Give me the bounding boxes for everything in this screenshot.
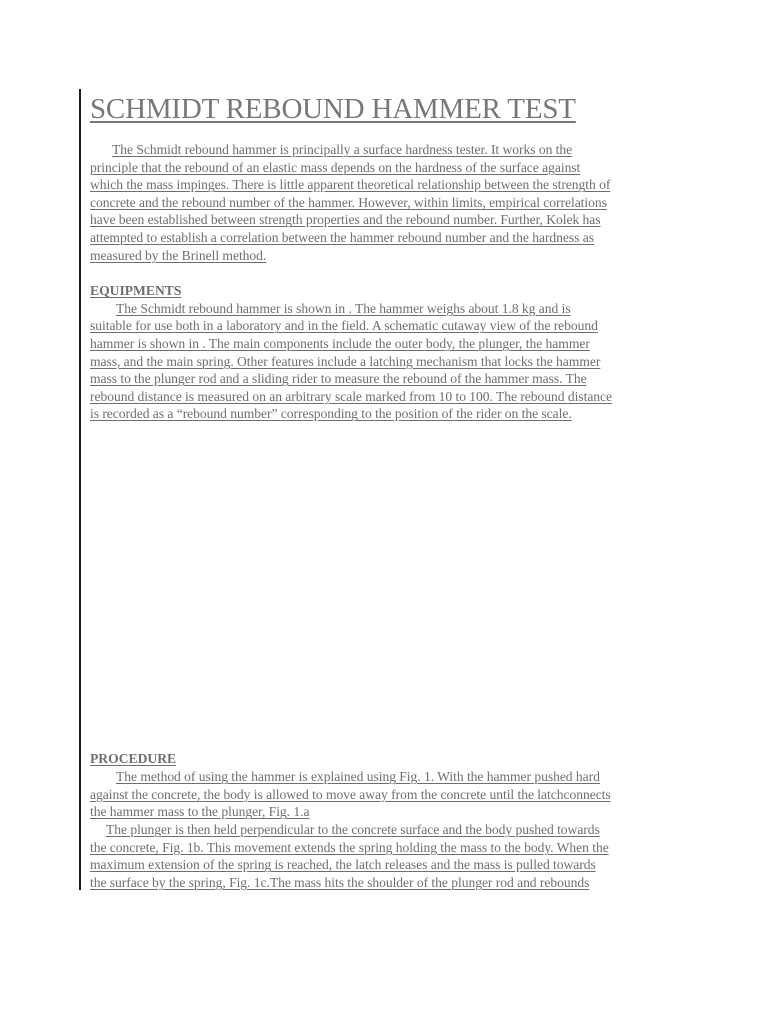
equipments-line: suitable for use both in a laboratory and in the field. A schematic cutaway view of the rebound [90, 318, 598, 334]
margin-rule [79, 89, 81, 890]
intro-line: concrete and the rebound number of the hammer. However, within limits, empirical correlations [90, 194, 607, 210]
intro-line: measured by the Brinell method. [90, 247, 267, 263]
intro-paragraph [90, 141, 680, 264]
procedure-line: The plunger is then held perpendicular to the concrete surface and the body pushed towards [106, 822, 600, 837]
procedure-line: maximum extension of the spring is reached, the latch releases and the mass is pulled towards [90, 857, 596, 873]
procedure-line: the concrete, Fig. 1b. This movement extends the spring holding the mass to the body. When the [90, 839, 609, 855]
procedure-line: the hammer mass to the plunger, Fig. 1.a [90, 804, 310, 820]
page-title: SCHMIDT REBOUND HAMMER TEST [90, 93, 576, 125]
equipments-line: is recorded as a “rebound number” corresponding to the position of the rider on the scale. [90, 406, 572, 422]
intro-line: The Schmidt rebound hammer is principally a surface hardness tester. It works on the [112, 142, 573, 157]
equipments-line: The Schmidt rebound hammer is shown in . The hammer weighs about 1.8 kg and is [116, 300, 571, 316]
procedure-heading: PROCEDURE [90, 751, 177, 766]
intro-line: attempted to establish a correlation between the hammer rebound number and the hardness as [90, 229, 594, 245]
intro-line: principle that the rebound of an elastic mass depends on the hardness of the surface against [90, 159, 581, 175]
equipments-line: mass to the plunger rod and a sliding rider to measure the rebound of the hammer mass. The [90, 371, 587, 387]
equipments-heading: EQUIPMENTS [90, 283, 182, 299]
procedure-line: The method of using the hammer is explained using Fig. 1. With the hammer pushed hard [116, 769, 600, 784]
intro-line: which the mass impinges. There is little apparent theoretical relationship between the strength of [90, 177, 611, 193]
equipments-line: hammer is shown in . The main components include the outer body, the plunger, the hammer [90, 335, 590, 351]
intro-line: have been established between strength properties and the rebound number. Further, Kolek has [90, 212, 601, 228]
procedure-line: the surface by the spring, Fig. 1c.The mass hits the shoulder of the plunger rod and rebounds [90, 874, 590, 890]
procedure-line: against the concrete, the body is allowed to move away from the concrete until the latchconnects [90, 786, 611, 802]
document-body [90, 92, 680, 890]
procedure-paragraph-1 [90, 768, 680, 821]
procedure-paragraph-2 [90, 821, 680, 891]
equipments-line: rebound distance is measured on an arbitrary scale marked from 10 to 100. The rebound distance [90, 388, 613, 404]
equipments-paragraph [90, 300, 680, 423]
equipments-line: mass, and the main spring. Other features include a latching mechanism that locks the hammer [90, 353, 601, 369]
